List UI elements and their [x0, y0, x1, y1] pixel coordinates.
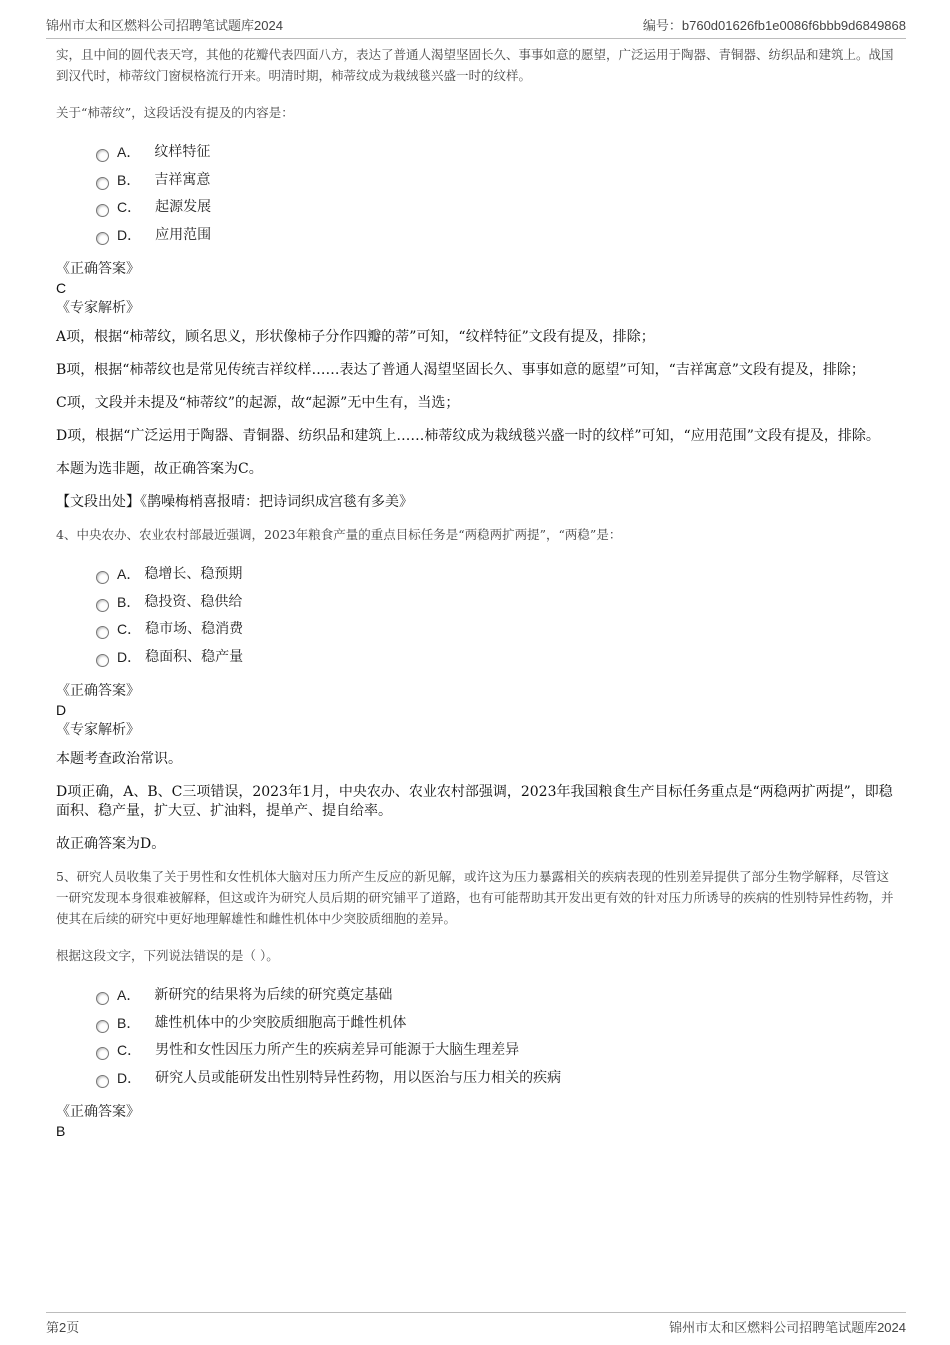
radio-button-icon[interactable]: [96, 1075, 109, 1088]
radio-button-icon[interactable]: [96, 599, 109, 612]
option-d[interactable]: [96, 644, 894, 672]
analysis-paragraph: D项正确，A、B、C三项错误，2023年1月，中央农办、农业农村部强调，2023年我国粮食生产目标任务重点是“两稳两扩两提”，即稳面积、稳产量，扩大豆、扩油料，提单产、提自给率。: [56, 784, 893, 819]
option-letter: B．: [117, 171, 141, 188]
option-c[interactable]: [96, 616, 894, 644]
option-b[interactable]: [96, 1010, 894, 1038]
header-serial-number: 编号：b760d01626fb1e0086f6bbb9d6849868: [642, 18, 906, 33]
question-stem: 关于“柿蒂纹”，这段话没有提及的内容是：: [56, 105, 294, 120]
radio-button-icon[interactable]: [96, 1020, 109, 1033]
question-stem: 根据这段文字，下列说法错误的是（ ）。: [56, 948, 279, 963]
page-header: [46, 12, 906, 39]
correct-answer: B: [56, 1123, 66, 1139]
option-text: 雄性机体中的少突胶质细胞高于雌性机体: [154, 1014, 407, 1031]
option-text: 男性和女性因压力所产生的疾病差异可能源于大脑生理差异: [155, 1042, 520, 1058]
option-a[interactable]: [96, 139, 894, 167]
option-letter: C．: [117, 621, 142, 637]
passage-source: 【文段出处】《鹊噪梅梢喜报晴：把诗词织成宫毯有多美》: [56, 494, 413, 510]
option-text: 稳面积、稳产量: [145, 648, 244, 665]
option-letter: C．: [117, 199, 142, 215]
option-text: 吉祥寓意: [154, 171, 211, 188]
option-letter: A．: [117, 987, 141, 1003]
option-letter: D．: [117, 226, 142, 243]
answer-label: 《正确答案》: [56, 683, 140, 699]
analysis-paragraph: A项，根据“柿蒂纹，顾名思义，形状像柿子分作四瓣的蒂”可知，“纹样特征”文段有提及，排除；: [56, 329, 655, 345]
question-5: [56, 866, 894, 1141]
option-letter: B．: [117, 1014, 141, 1031]
option-text: 新研究的结果将为后续的研究奠定基础: [154, 987, 393, 1003]
option-text: 稳市场、稳消费: [145, 621, 244, 637]
option-text: 纹样特征: [154, 144, 211, 160]
correct-answer: C: [56, 280, 67, 296]
analysis-paragraph: D项，根据“广泛运用于陶器、青铜器、纺织品和建筑上……柿蒂纹成为栽绒毯兴盛一时的纹样”可知，“应用范围”文段有提及，排除。: [56, 428, 880, 444]
option-letter: C．: [117, 1042, 142, 1058]
analysis-paragraph: B项，根据“柿蒂纹也是常见传统吉祥纹样……表达了普通人渴望坚固长久、事事如意的愿望”可知，“吉祥寓意”文段有提及，排除；: [56, 362, 865, 378]
option-c[interactable]: [96, 194, 894, 222]
answer-label: 《正确答案》: [56, 261, 140, 277]
analysis-label: 《专家解析》: [56, 300, 140, 316]
radio-button-icon[interactable]: [96, 626, 109, 639]
question-stem: 4、中央农办、农业农村部最近强调，2023年粮食产量的重点目标任务是“两稳两扩两提”，“两稳”是：: [56, 527, 622, 542]
option-b[interactable]: [96, 167, 894, 195]
radio-button-icon[interactable]: [96, 1047, 109, 1060]
header-title: 锦州市太和区燃料公司招聘笔试题库2024: [46, 18, 283, 33]
option-text: 稳增长、稳预期: [144, 566, 243, 582]
analysis-label: 《专家解析》: [56, 722, 140, 738]
analysis-paragraph: C项，文段并未提及“柿蒂纹”的起源，故“起源”无中生有，当选；: [56, 395, 460, 411]
option-b[interactable]: [96, 589, 894, 617]
radio-button-icon[interactable]: [96, 149, 109, 162]
option-letter: D．: [117, 1069, 142, 1086]
radio-button-icon[interactable]: [96, 571, 109, 584]
radio-button-icon[interactable]: [96, 992, 109, 1005]
analysis-conclusion: 故正确答案为D。: [56, 836, 166, 852]
question-4: [56, 524, 894, 854]
option-letter: A．: [117, 566, 141, 582]
radio-button-icon[interactable]: [96, 204, 109, 217]
correct-answer: D: [56, 702, 67, 718]
option-letter: D．: [117, 648, 142, 665]
option-list: [96, 139, 894, 249]
option-a[interactable]: [96, 982, 894, 1010]
passage-text: 实，且中间的圆代表天穹，其他的花瓣代表四面八方，表达了普通人渴望坚固长久、事事如意的愿望，广泛运用于陶器、青铜器、纺织品和建筑上。战国到汉代时，柿蒂纹门窗棂格流行开来。明清时期，柿蒂纹成为栽绒毯兴盛一时的纹样。: [56, 47, 894, 83]
option-text: 应用范围: [155, 226, 212, 243]
footer-title: 锦州市太和区燃料公司招聘笔试题库2024: [669, 1320, 906, 1335]
question-passage: 5、研究人员收集了关于男性和女性机体大脑对压力所产生反应的新见解，或许这为压力暴露相关的疾病表现的性别差异提供了部分生物学解释，尽管这一研究发现本身很难被解释，但这或许为研究人员后期的研究铺平了道路，也有可能帮助其开发出更有效的针对压力所诱导的疾病的性别特异性药物，并使其在后续的研究中更好地理解雄性和雌性机体中少突胶质细胞的差异。: [56, 869, 894, 926]
option-text: 研究人员或能研发出性别特异性药物，用以医治与压力相关的疾病: [155, 1069, 562, 1086]
option-d[interactable]: [96, 1065, 894, 1093]
option-text: 稳投资、稳供给: [144, 593, 243, 610]
question-3: [56, 44, 894, 512]
answer-label: 《正确答案》: [56, 1104, 140, 1120]
option-letter: A．: [117, 144, 141, 160]
radio-button-icon[interactable]: [96, 177, 109, 190]
option-list: [96, 982, 894, 1092]
option-letter: B．: [117, 593, 141, 610]
page-footer: [46, 1312, 906, 1339]
option-a[interactable]: [96, 561, 894, 589]
option-text: 起源发展: [155, 199, 212, 215]
analysis-paragraph: 本题考查政治常识。: [56, 751, 182, 767]
radio-button-icon[interactable]: [96, 654, 109, 667]
option-d[interactable]: [96, 222, 894, 250]
option-c[interactable]: [96, 1037, 894, 1065]
document-body: [56, 44, 894, 1141]
option-list: [96, 561, 894, 671]
radio-button-icon[interactable]: [96, 232, 109, 245]
analysis-conclusion: 本题为选非题，故正确答案为C。: [56, 461, 263, 477]
page-number: 第2页: [46, 1320, 80, 1335]
